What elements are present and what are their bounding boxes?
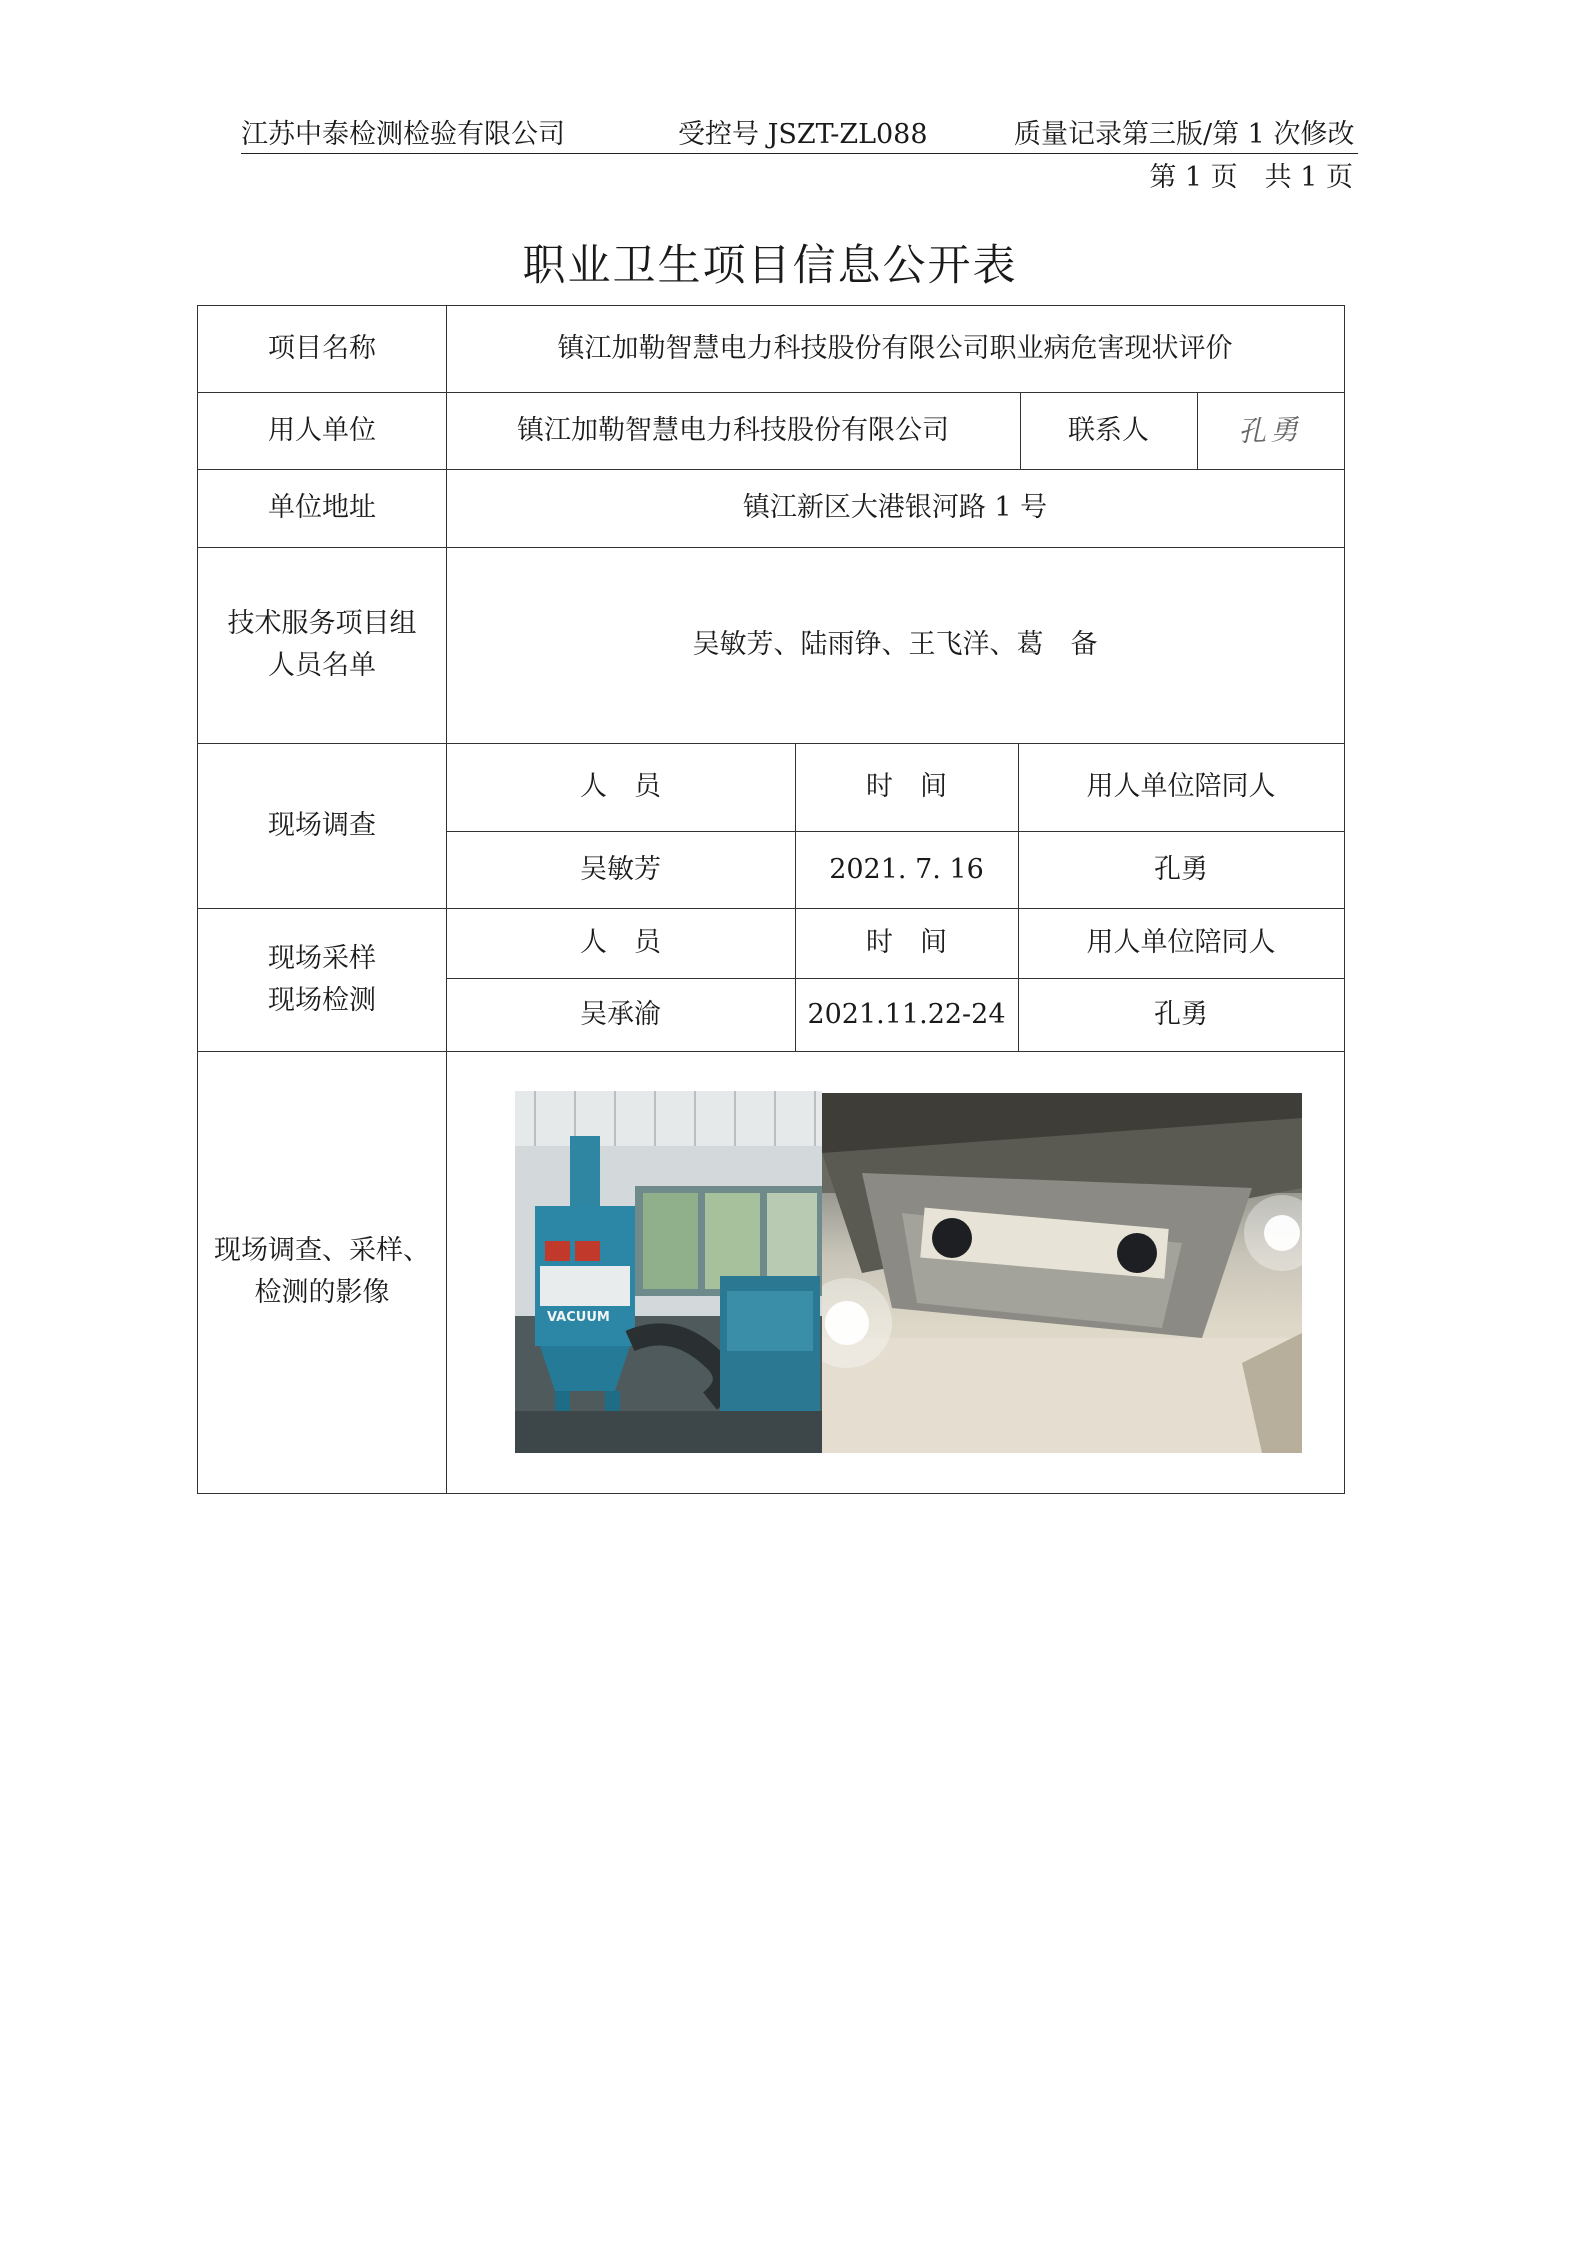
survey-label: 现场调查 <box>268 809 376 841</box>
team-label <box>198 547 446 743</box>
project-name-label: 项目名称 <box>268 333 376 364</box>
survey-col-escort: 用人单位陪同人 <box>1086 771 1276 802</box>
images-label <box>198 1051 446 1493</box>
images-label-line2: 检测的影像 <box>254 1277 390 1308</box>
survey-time: 2021. 7. 16 <box>829 853 984 885</box>
sampling-label <box>198 908 446 1051</box>
info-table <box>197 305 1345 1494</box>
images-label-line1: 现场调查、采样、 <box>214 1235 430 1266</box>
sampling-time: 2021.11.22-24 <box>807 998 1006 1030</box>
dust-collector-illustration <box>515 1091 822 1453</box>
sampling-label-line2: 现场检测 <box>268 984 376 1016</box>
contact-label: 联系人 <box>1068 414 1149 446</box>
survey-col-person: 人 员 <box>580 771 661 802</box>
page-info: 第 1 页 共 1 页 <box>1149 162 1353 193</box>
team-label-line2: 人员名单 <box>268 650 376 681</box>
record-version: 质量记录第三版/第 1 次修改 <box>1014 119 1355 150</box>
header-rule <box>241 153 1358 154</box>
sampling-col-time: 时 间 <box>866 927 947 958</box>
document-title: 职业卫生项目信息公开表 <box>522 241 1018 291</box>
sampling-col-escort: 用人单位陪同人 <box>1086 927 1276 958</box>
survey-person: 吴敏芳 <box>580 853 661 885</box>
project-name-value: 镇江加勒智慧电力科技股份有限公司职业病危害现状评价 <box>557 333 1233 364</box>
contact-signature <box>1197 392 1344 469</box>
contact-signature-text: 孔勇 <box>1237 412 1304 448</box>
site-photo-dust-collector <box>515 1091 822 1453</box>
employer-label: 用人单位 <box>268 414 376 446</box>
survey-escort: 孔勇 <box>1154 853 1208 885</box>
employer-value: 镇江加勒智慧电力科技股份有限公司 <box>517 414 949 446</box>
survey-col-time: 时 间 <box>866 771 947 802</box>
sampling-person: 吴承渝 <box>580 998 661 1030</box>
sampling-col-person: 人 员 <box>580 927 661 958</box>
sampling-escort: 孔勇 <box>1154 998 1208 1030</box>
team-label-line1: 技术服务项目组 <box>227 608 417 639</box>
sampling-label-line1: 现场采样 <box>268 942 376 974</box>
address-label: 单位地址 <box>268 492 376 523</box>
control-number: 受控号 JSZT-ZL088 <box>678 119 928 150</box>
address-value: 镇江新区大港银河路 1 号 <box>742 492 1048 523</box>
team-members: 吴敏芳、陆雨铮、王飞洋、葛 备 <box>692 629 1098 660</box>
company-name: 江苏中泰检测检验有限公司 <box>241 119 565 150</box>
exhaust-hood-illustration <box>822 1093 1302 1453</box>
machine-brand-text: VACUUM <box>547 1310 610 1325</box>
site-photo-exhaust-hood <box>822 1093 1302 1453</box>
